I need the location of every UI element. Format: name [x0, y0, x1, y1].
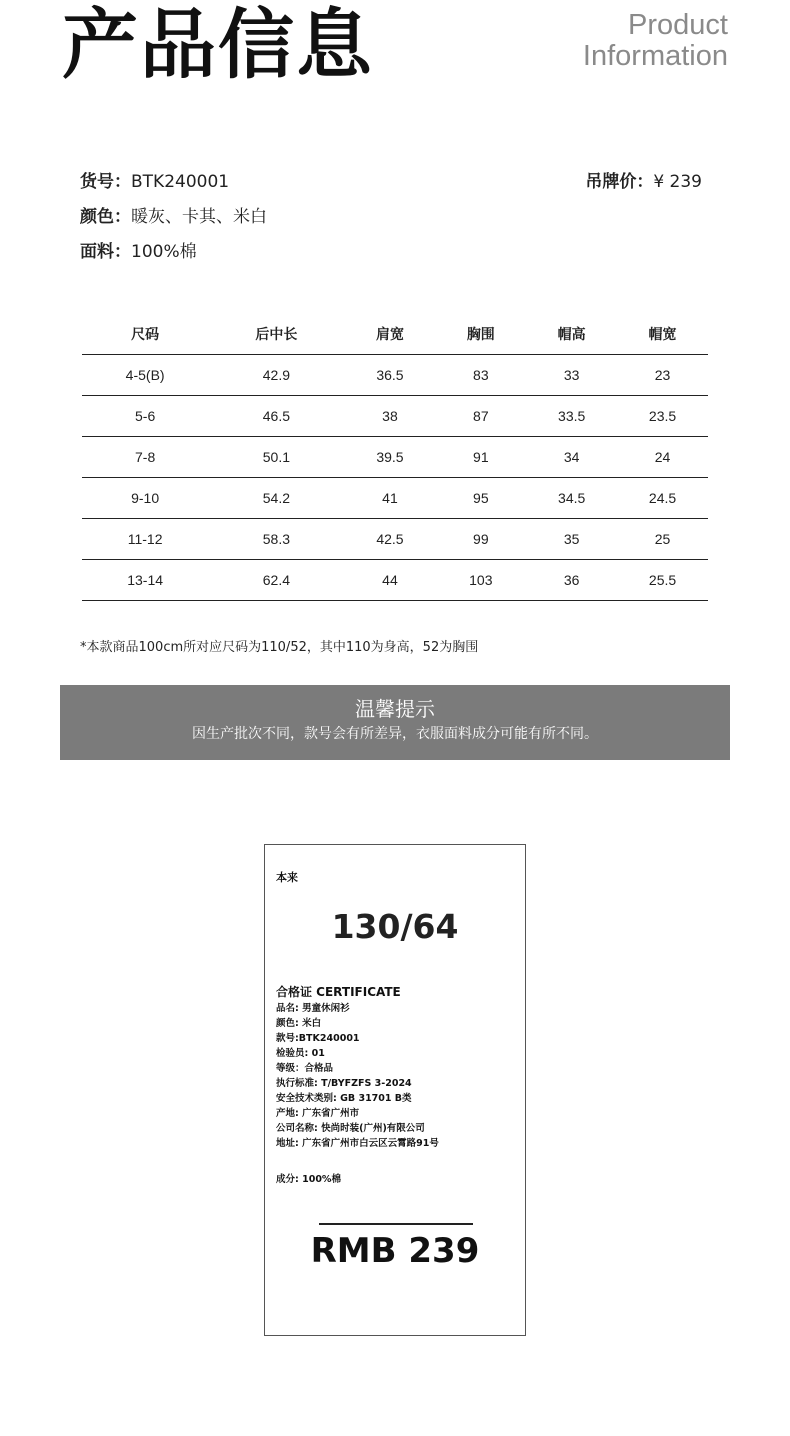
table-cell: 95 — [435, 477, 526, 518]
size-table — [82, 314, 708, 601]
table-row — [82, 518, 708, 559]
table-row — [82, 559, 708, 600]
table-row — [82, 436, 708, 477]
table-row — [82, 354, 708, 395]
table-cell: 46.5 — [208, 395, 344, 436]
sku-row — [80, 170, 229, 194]
table-cell: 38 — [345, 395, 436, 436]
table-cell: 24.5 — [617, 477, 708, 518]
tag-size: 130/64 — [331, 907, 459, 946]
table-cell: 87 — [435, 395, 526, 436]
table-cell: 13-14 — [82, 559, 208, 600]
price-value: ¥ 239 — [653, 172, 702, 192]
tag-field: 安全技术类别: GB 31701 B类 — [276, 1093, 412, 1104]
table-cell: 7-8 — [82, 436, 208, 477]
tag-field: 颜色: 米白 — [276, 1018, 322, 1029]
hang-tag — [264, 844, 526, 1336]
tag-field: 产地: 广东省广州市 — [276, 1108, 360, 1119]
table-cell: 24 — [617, 436, 708, 477]
tag-field: 款号:BTK240001 — [276, 1033, 360, 1044]
column-header: 胸围 — [435, 314, 526, 354]
size-note: *本款商品100cm所对应尺码为110/52，其中110为身高，52为胸围 — [80, 640, 479, 655]
table-cell: 83 — [435, 354, 526, 395]
table-cell: 33.5 — [526, 395, 617, 436]
color-label: 颜色： — [80, 207, 131, 227]
table-cell: 36.5 — [345, 354, 436, 395]
table-cell: 62.4 — [208, 559, 344, 600]
table-cell: 5-6 — [82, 395, 208, 436]
fabric-value: 100%棉 — [131, 242, 197, 262]
tag-divider — [319, 1223, 473, 1225]
color-value: 暖灰、卡其、米白 — [131, 207, 267, 227]
tag-field: 公司名称: 快尚时装(广州)有限公司 — [276, 1123, 425, 1134]
table-cell: 11-12 — [82, 518, 208, 559]
table-cell: 50.1 — [208, 436, 344, 477]
tag-field: 等级：合格品 — [276, 1063, 334, 1074]
table-cell: 23.5 — [617, 395, 708, 436]
page-title-en — [583, 10, 728, 72]
tag-field: 检验员: 01 — [276, 1048, 325, 1059]
color-row — [80, 205, 267, 229]
table-cell: 25.5 — [617, 559, 708, 600]
table-cell: 99 — [435, 518, 526, 559]
table-cell: 54.2 — [208, 477, 344, 518]
table-cell: 91 — [435, 436, 526, 477]
table-cell: 33 — [526, 354, 617, 395]
table-cell: 25 — [617, 518, 708, 559]
fabric-row — [80, 240, 197, 264]
column-header: 帽高 — [526, 314, 617, 354]
table-cell: 41 — [345, 477, 436, 518]
table-cell: 39.5 — [345, 436, 436, 477]
title-en-line1: Product — [628, 9, 728, 41]
column-header: 帽宽 — [617, 314, 708, 354]
tag-field: 执行标准: T/BYFZFS 3-2024 — [276, 1078, 412, 1089]
table-cell: 34 — [526, 436, 617, 477]
table-row — [82, 477, 708, 518]
sku-label: 货号： — [80, 172, 131, 192]
tip-title: 温馨提示 — [355, 697, 435, 721]
fabric-label: 面料： — [80, 242, 131, 262]
tag-certificate-title: 合格证 CERTIFICATE — [276, 985, 401, 999]
sku-value: BTK240001 — [131, 172, 230, 192]
table-cell: 23 — [617, 354, 708, 395]
column-header: 后中长 — [208, 314, 344, 354]
size-table-header — [82, 314, 708, 354]
table-cell: 36 — [526, 559, 617, 600]
table-cell: 4-5(B) — [82, 354, 208, 395]
title-en-line2: Information — [582, 40, 728, 72]
tag-price: RMB 239 — [310, 1231, 480, 1271]
table-cell: 58.3 — [208, 518, 344, 559]
table-cell: 103 — [435, 559, 526, 600]
table-cell: 9-10 — [82, 477, 208, 518]
table-row — [82, 395, 708, 436]
table-cell: 35 — [526, 518, 617, 559]
tag-fields — [276, 1001, 439, 1151]
table-cell: 42.9 — [208, 354, 344, 395]
table-cell: 34.5 — [526, 477, 617, 518]
tag-price — [585, 170, 702, 194]
tag-field: 地址: 广东省广州市白云区云霄路91号 — [276, 1138, 439, 1149]
tag-composition: 成分: 100%棉 — [276, 1174, 341, 1185]
tag-brand: 本来 — [276, 871, 298, 884]
column-header: 尺码 — [82, 314, 208, 354]
tip-text: 因生产批次不同，款号会有所差异，衣服面料成分可能有所不同。 — [192, 726, 598, 742]
column-header: 肩宽 — [345, 314, 436, 354]
table-cell: 44 — [345, 559, 436, 600]
page-title: 产品信息 — [62, 0, 374, 89]
tip-banner — [60, 685, 730, 760]
price-label: 吊牌价： — [585, 172, 654, 192]
tag-field: 品名: 男童休闲衫 — [276, 1003, 350, 1014]
table-cell: 42.5 — [345, 518, 436, 559]
